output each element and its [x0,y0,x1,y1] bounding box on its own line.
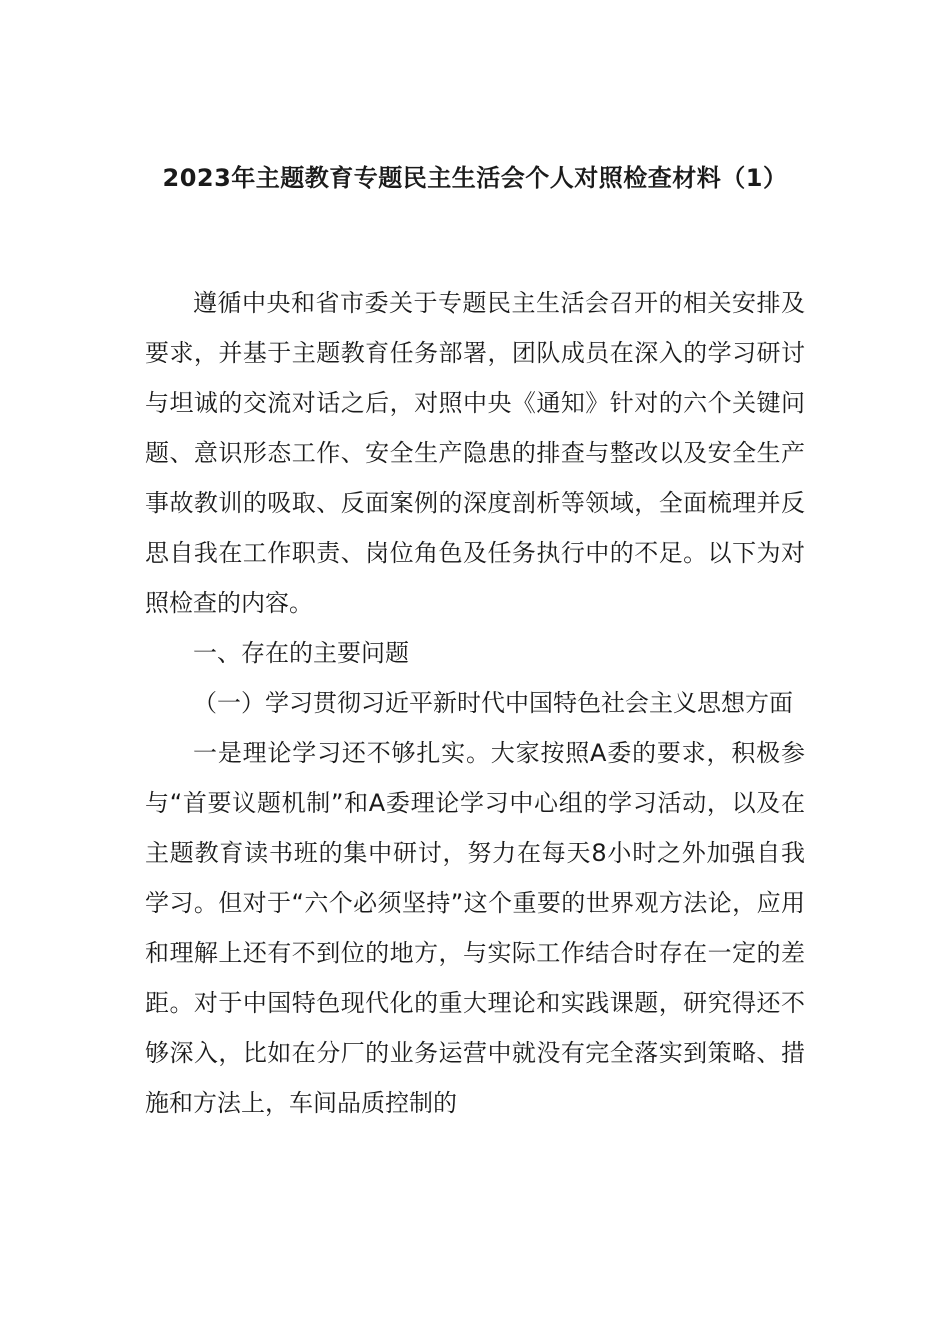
document-title: 2023年主题教育专题民主生活会个人对照检查材料（1） [162,164,788,192]
section-heading-main-problems: 一、存在的主要问题 [193,639,409,667]
intro-paragraph: 遵循中央和省市委关于专题民主生活会召开的相关安排及要求，并基于主题教育任务部署，团队成员在深入的学习研讨与坦诚的交流对话之后，对照中央《通知》针对的六个关键问题、意识形态工作、安全生产隐患的排查与整改以及安全生产事故教训的吸取、反面案例的深度剖析等领域，全面梳理并反思自我在工作职责、岗位角色及任务执行中的不足。以下为对照检查的内容。 [145,289,805,617]
document-body [145,278,805,1128]
subsection-heading-theory-study: （一）学习贯彻习近平新时代中国特色社会主义思想方面 [193,689,793,717]
paragraph-theory-study-issue: 一是理论学习还不够扎实。大家按照A委的要求，积极参与“首要议题机制”和A委理论学习中心组的学习活动，以及在主题教育读书班的集中研讨，努力在每天8小时之外加强自我学习。但对于“六个必须坚持”这个重要的世界观方法论，应用和理解上还有不到位的地方，与实际工作结合时存在一定的差距。对于中国特色现代化的重大理论和实践课题，研究得还不够深入，比如在分厂的业务运营中就没有完全落实到策略、措施和方法上，车间品质控制的 [145,739,805,1117]
